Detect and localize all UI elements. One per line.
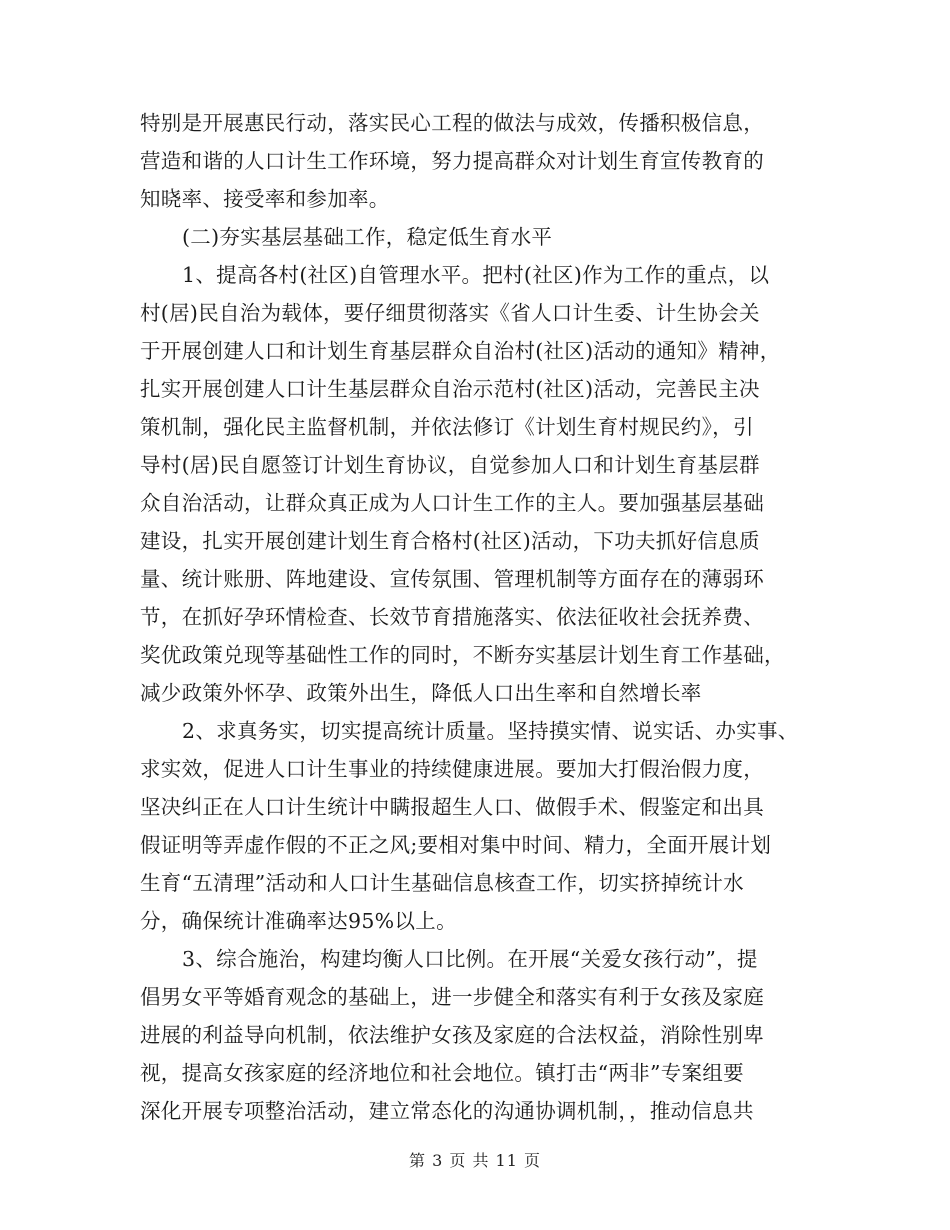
document-body	[140, 104, 840, 1130]
text-line: 村(居)民自治为载体，要仔细贯彻落实《省人口计生委、计生协会关	[140, 301, 760, 325]
text-line: 深化开展专项整治活动，建立常态化的沟通协调机制，，推动信息共	[140, 1099, 754, 1123]
text-line: 假证明等弄虚作假的不正之风;要相对集中时间、精力，全面开展计划	[140, 833, 772, 857]
text-line: 营造和谐的人口计生工作环境，努力提高群众对计划生育宣传教育的	[140, 149, 764, 173]
paragraph-start: 1、提高各村(社区)自管理水平。把村(社区)作为工作的重点，以	[182, 263, 770, 287]
text-line: 分，确保统计准确率达95%以上。	[140, 909, 457, 933]
text-line: 建设，扎实开展创建计划生育合格村(社区)活动，下功夫抓好信息质	[140, 529, 760, 553]
text-line: 求实效，促进人口计生事业的持续健康进展。要加大打假治假力度，	[140, 757, 764, 781]
text-line: 策机制，强化民主监督机制，并依法修订《计划生育村规民约》，引	[140, 415, 754, 439]
paragraph-start: 2、求真务实，切实提高统计质量。坚持摸实情、说实话、办实事、	[182, 719, 799, 743]
text-line: 倡男女平等婚育观念的基础上，进一步健全和落实有利于女孩及家庭	[140, 985, 764, 1009]
text-line: 视，提高女孩家庭的经济地位和社会地位。镇打击“两非”专案组要	[140, 1061, 744, 1085]
text-line: 众自治活动，让群众真正成为人口计生工作的主人。要加强基层基础	[140, 491, 764, 515]
text-line: 于开展创建人口和计划生育基层群众自治村(社区)活动的通知》精神，	[140, 339, 781, 363]
paragraph-start: 3、综合施治，构建均衡人口比例。在开展“关爱女孩行动”，提	[182, 947, 758, 971]
text-line: 量、统计账册、阵地建设、宣传氛围、管理机制等方面存在的薄弱环	[140, 567, 764, 591]
page-number-footer: 第 3 页 共 11 页	[409, 1151, 541, 1170]
text-line: 知晓率、接受率和参加率。	[140, 187, 390, 211]
text-line: 生育“五清理”活动和人口计生基础信息核查工作，切实挤掉统计水	[140, 871, 744, 895]
text-line: 进展的利益导向机制，依法维护女孩及家庭的合法权益，消除性别卑	[140, 1023, 764, 1047]
text-line: 特别是开展惠民行动，落实民心工程的做法与成效，传播积极信息，	[140, 111, 764, 135]
text-line: 节，在抓好孕环情检查、长效节育措施落实、依法征收社会抚养费、	[140, 605, 764, 629]
text-line: 扎实开展创建人口计生基层群众自治示范村(社区)活动，完善民主决	[140, 377, 760, 401]
text-line: 导村(居)民自愿签订计划生育协议，自觉参加人口和计划生育基层群	[140, 453, 760, 477]
text-line: 减少政策外怀孕、政策外出生，降低人口出生率和自然增长率	[140, 681, 702, 705]
text-line: 奖优政策兑现等基础性工作的同时，不断夯实基层计划生育工作基础，	[140, 643, 785, 667]
section-heading: (二)夯实基层基础工作，稳定低生育水平	[182, 225, 553, 249]
text-line: 坚决纠正在人口计生统计中瞒报超生人口、做假手术、假鉴定和出具	[140, 795, 764, 819]
